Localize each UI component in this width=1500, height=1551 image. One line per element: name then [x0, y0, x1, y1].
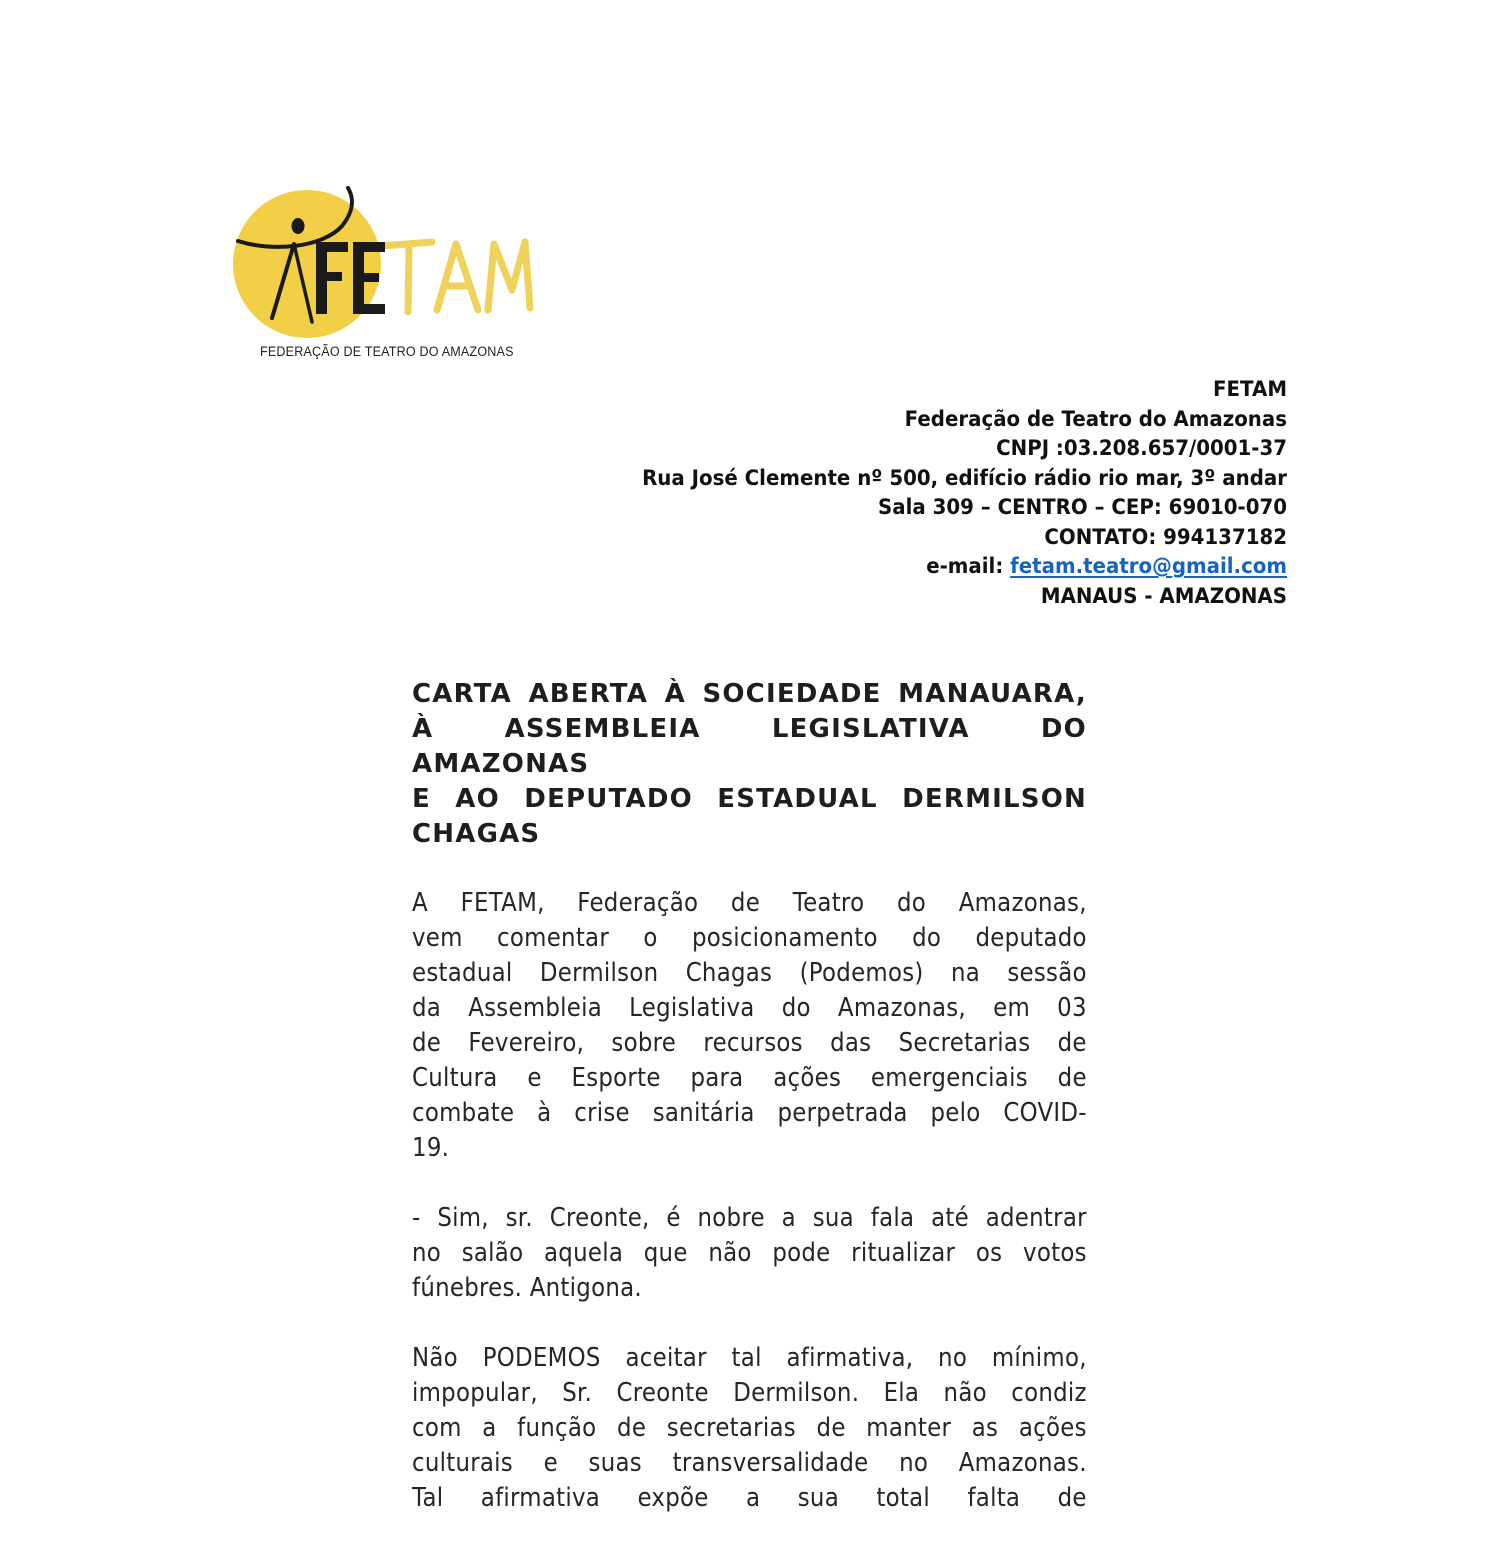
title-line: CARTA ABERTA À SOCIEDADE MANAUARA, — [412, 679, 1087, 709]
paragraph-line: Não PODEMOS aceitar tal afirmativa, no mínimo, — [412, 1343, 1087, 1373]
letter-body — [412, 886, 1087, 1551]
paragraph-line: Tal afirmativa expõe a sua total falta de — [412, 1483, 1087, 1513]
paragraph-line: vem comentar o posicionamento do deputado — [412, 923, 1087, 953]
title-line: E AO DEPUTADO ESTADUAL DERMILSON — [412, 784, 1087, 814]
org-room-zip: Sala 309 – CENTRO – CEP: 69010-070 — [878, 495, 1287, 520]
letter-title — [412, 677, 1087, 852]
paragraph-line: Cultura e Esporte para ações emergenciais de — [412, 1063, 1087, 1093]
paragraph-line: A FETAM, Federação de Teatro do Amazonas, — [412, 888, 1087, 918]
logo-graphic-icon — [232, 186, 562, 346]
paragraph-line: de Fevereiro, sobre recursos das Secretarias de — [412, 1028, 1087, 1058]
paragraph-line: 19. — [412, 1133, 450, 1163]
paragraph-line: no salão aquela que não pode ritualizar os votos — [412, 1238, 1087, 1268]
title-line: CHAGAS — [412, 819, 541, 849]
paragraph-intro — [412, 886, 1087, 1166]
paragraph-line: culturais e suas transversalidade no Amazonas. — [412, 1448, 1087, 1478]
org-street-address: Rua José Clemente nº 500, edifício rádio rio mar, 3º andar — [642, 465, 1287, 491]
paragraph-line: fúnebres. Antigona. — [412, 1273, 642, 1303]
org-email-line — [642, 552, 1287, 582]
org-city: MANAUS - AMAZONAS — [1040, 583, 1287, 609]
paragraph-line: - Sim, sr. Creonte, é nobre a sua fala até adentrar — [412, 1203, 1087, 1233]
email-label: e-mail: — [926, 554, 1011, 579]
org-contact-phone: CONTATO: 994137182 — [1044, 524, 1287, 550]
fetam-logo — [232, 186, 562, 366]
sender-address-block — [586, 375, 1287, 611]
title-line: À ASSEMBLEIA LEGISLATIVA DO AMAZONAS — [412, 714, 1087, 779]
logo-caption: FEDERAÇÃO DE TEATRO DO AMAZONAS — [260, 344, 514, 359]
paragraph-line: da Assembleia Legislativa do Amazonas, em 03 — [412, 993, 1087, 1023]
paragraph-line: com a função de secretarias de manter as ações — [412, 1413, 1087, 1443]
email-link[interactable]: fetam.teatro@gmail.com — [1010, 554, 1287, 579]
paragraph-response — [412, 1341, 1087, 1516]
paragraph-quote — [412, 1201, 1087, 1306]
org-cnpj: CNPJ :03.208.657/0001-37 — [996, 436, 1287, 461]
paragraph-line: combate à crise sanitária perpetrada pelo COVID- — [412, 1098, 1087, 1128]
paragraph-line: estadual Dermilson Chagas (Podemos) na sessão — [412, 958, 1087, 988]
org-full-name: Federação de Teatro do Amazonas — [904, 406, 1287, 432]
paragraph-line: impopular, Sr. Creonte Dermilson. Ela não condiz — [412, 1378, 1087, 1408]
org-acronym: FETAM — [1213, 377, 1287, 402]
